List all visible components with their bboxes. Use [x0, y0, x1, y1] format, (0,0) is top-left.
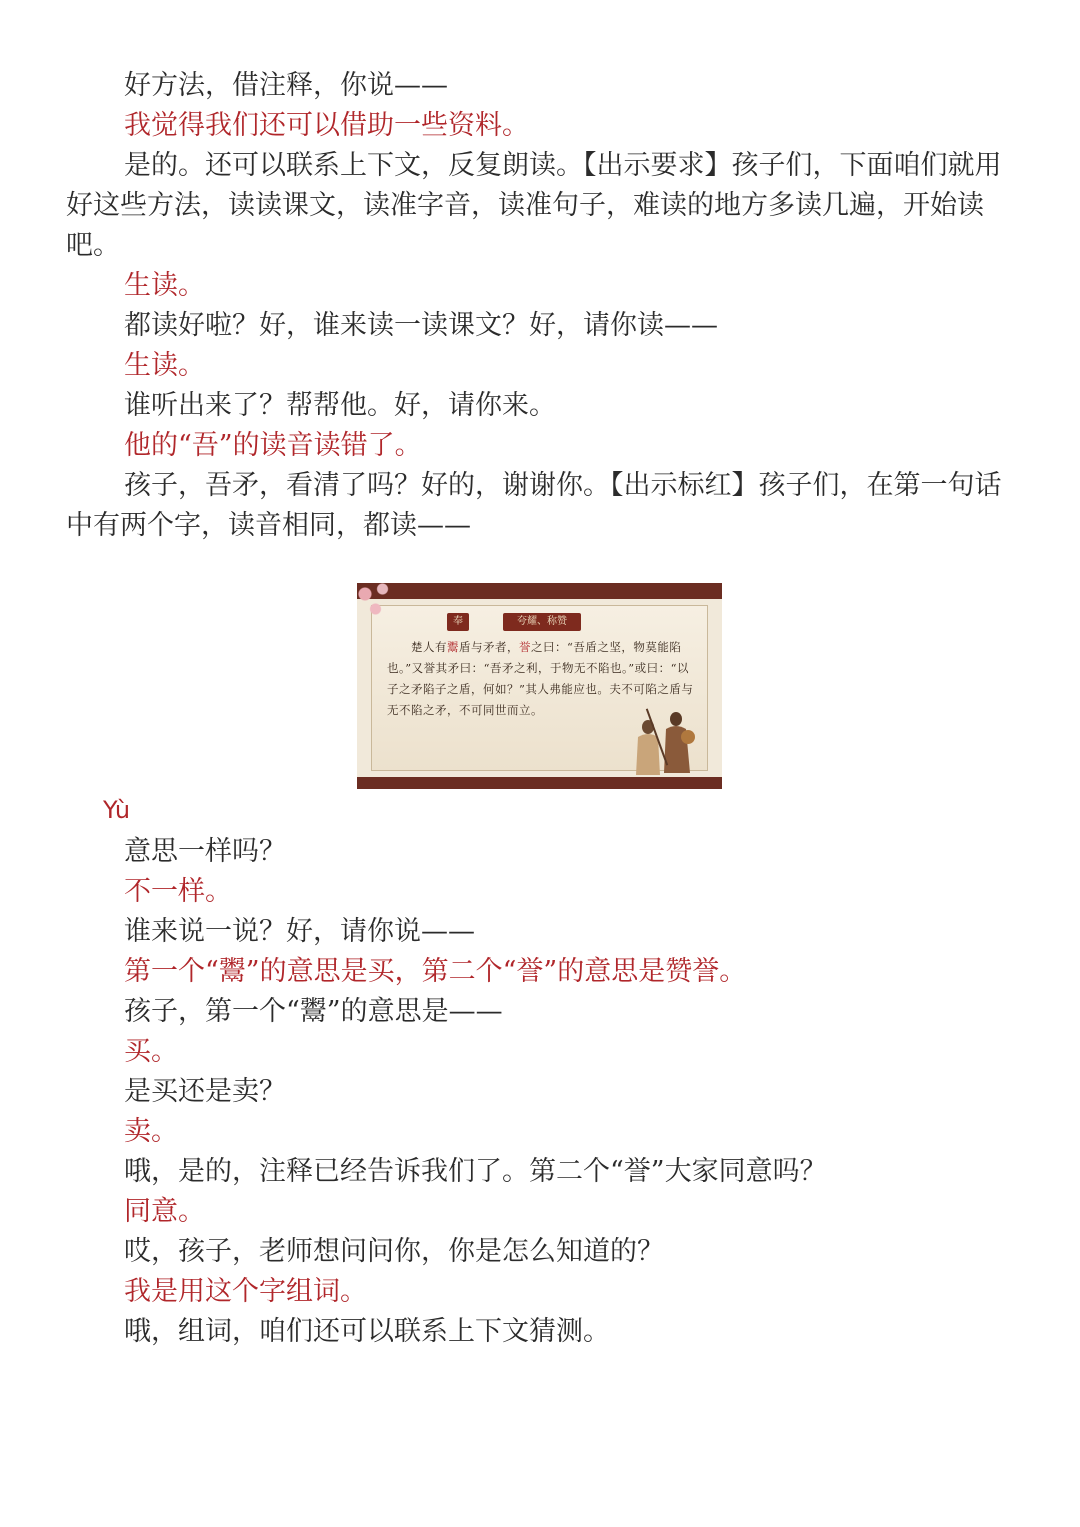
- ancient-figures-illustration: [626, 697, 696, 777]
- pinyin-annotation: Yù: [103, 796, 131, 824]
- paragraph: 是的。还可以联系上下文，反复朗读。【出示要求】孩子们，下面咱们就用好这些方法，读读课文，读准字音，读准句子，难读的地方多读几遍，开始读吧。: [66, 150, 1002, 261]
- student-answer: 不一样。: [124, 876, 232, 907]
- paragraph: 意思一样吗？: [124, 836, 286, 867]
- student-answer: 我是用这个字组词。: [124, 1276, 367, 1307]
- student-answer: 他的“吾”的读音读错了。: [124, 430, 422, 461]
- slide-text-part: 盾与矛者，: [459, 640, 519, 654]
- paragraph: 哦，组词，咱们还可以联系上下文猜测。: [124, 1316, 610, 1347]
- student-answer: 第一个“鬻”的意思是买，第二个“誉”的意思是赞誉。: [124, 956, 747, 987]
- slide-bottom-bar: [357, 777, 722, 789]
- slide-text-part: 之曰：“吾盾之坚，物莫能陷也。”又誉其矛曰：“吾矛之利，于物无不陷也。”或曰：“以子之矛陷子之盾，何如？”其人弗能应也。夫不可陷之盾与无不陷之矛，不可同世而立。: [387, 640, 694, 717]
- paragraph: 孩子，吾矛，看清了吗？好的，谢谢你。【出示标红】孩子们，在第一句话中有两个字，读音相同，都读——: [66, 470, 1002, 541]
- paragraph: 谁来说一说？好，请你说——: [124, 916, 475, 947]
- paragraph: 是买还是卖？: [124, 1076, 286, 1107]
- paragraph: 哦，是的，注释已经告诉我们了。第二个“誉”大家同意吗？: [124, 1156, 827, 1187]
- student-answer: 我觉得我们还可以借助一些资料。: [124, 110, 529, 141]
- paragraph: 好方法，借注释，你说——: [124, 70, 448, 101]
- plum-blossom-decoration: [357, 583, 421, 629]
- paragraph: 都读好啦？好，谁来读一读课文？好，请你读——: [124, 310, 718, 341]
- slide-highlight-char: 誉: [519, 640, 531, 654]
- student-answer: 生读。: [124, 270, 205, 301]
- paragraph: 谁听出来了？帮帮他。好，请你来。: [124, 390, 556, 421]
- slide-tag: 奉: [447, 613, 469, 631]
- slide-highlight-char: 鬻: [447, 640, 459, 654]
- paragraph: 孩子，第一个“鬻”的意思是——: [124, 996, 503, 1027]
- student-answer: 卖。: [124, 1116, 178, 1147]
- student-answer: 生读。: [124, 350, 205, 381]
- lesson-slide-image: [357, 583, 722, 789]
- student-answer: 买。: [124, 1036, 178, 1067]
- student-answer: 同意。: [124, 1196, 205, 1227]
- slide-text-part: 楚人有: [411, 640, 447, 654]
- slide-tag-annotation: 夸耀、称赞: [503, 613, 581, 631]
- paragraph: 哎，孩子，老师想问问你，你是怎么知道的？: [124, 1236, 664, 1267]
